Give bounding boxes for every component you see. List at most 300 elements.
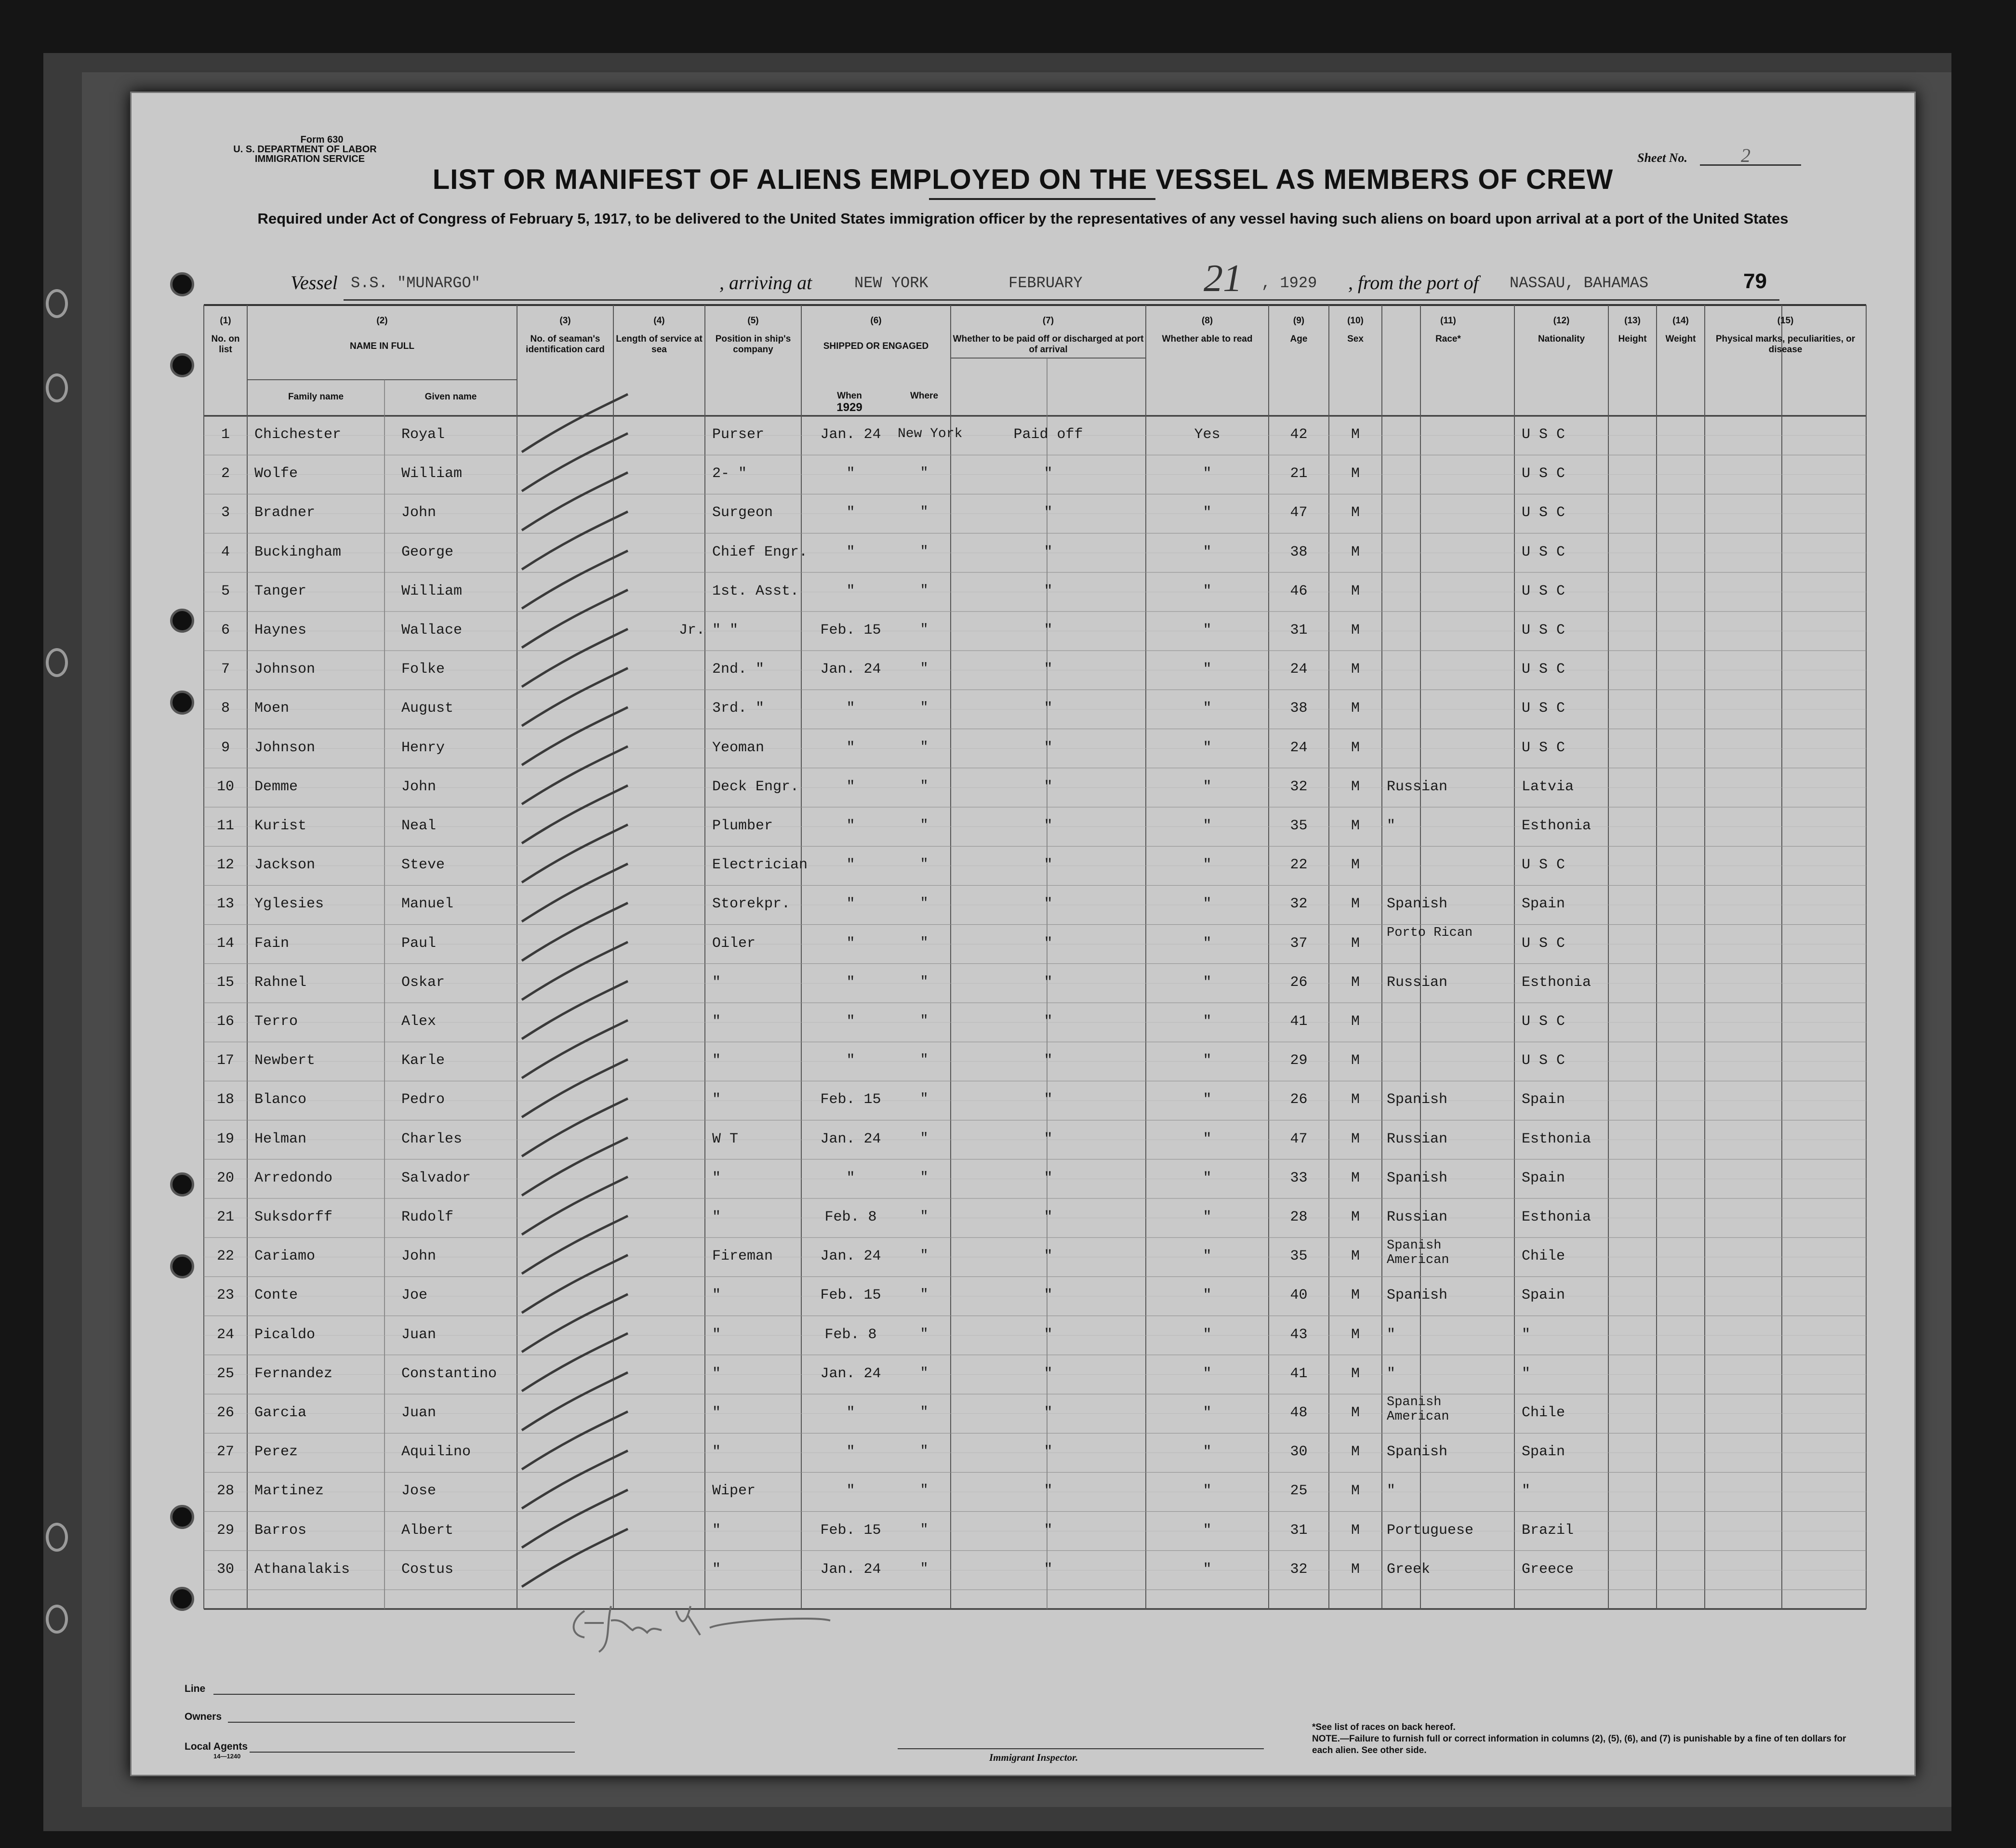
col-number-c3: (3)	[559, 316, 571, 326]
given-name: Joe	[401, 1287, 428, 1304]
nationality: Chile	[1522, 1248, 1565, 1265]
binder-ring	[46, 1523, 68, 1552]
sex: M	[1351, 1522, 1360, 1539]
age: 41	[1290, 1365, 1308, 1382]
sex: M	[1351, 896, 1360, 913]
shipped-where: "	[920, 1130, 928, 1146]
given-name: Manuel	[401, 896, 454, 913]
sex: M	[1351, 1013, 1360, 1030]
position: "	[712, 974, 721, 991]
nationality: Spain	[1522, 1287, 1565, 1304]
family-name: Terro	[254, 1013, 298, 1030]
paid-off: "	[1044, 661, 1053, 678]
position: 2nd. "	[712, 661, 765, 678]
row-number: 11	[216, 818, 234, 834]
col-number-c9: (9)	[1293, 316, 1305, 326]
paid-off: "	[1044, 505, 1053, 521]
col-header-c12: Nationality	[1538, 334, 1585, 344]
shipped-where: "	[920, 661, 928, 677]
paid-off: "	[1044, 1405, 1053, 1421]
shipped-where: "	[920, 505, 928, 520]
family-name: Blanco	[254, 1091, 307, 1108]
position: "	[712, 1522, 721, 1539]
race: "	[1387, 1326, 1396, 1343]
punch-hole	[170, 1172, 194, 1197]
row-number: 16	[216, 1013, 234, 1030]
row-number: 15	[216, 974, 234, 991]
shipped-where: "	[920, 1522, 928, 1537]
row-number: 8	[221, 700, 230, 717]
shipped-where: "	[920, 1326, 928, 1342]
able-to-read: "	[1203, 1483, 1212, 1500]
nationality: U S C	[1522, 661, 1565, 678]
sex: M	[1351, 1287, 1360, 1304]
age: 38	[1290, 700, 1308, 717]
row-number: 3	[221, 505, 230, 521]
paid-off: "	[1044, 1365, 1053, 1382]
sex: M	[1351, 426, 1360, 443]
given-name: Folke	[401, 661, 445, 678]
position: Deck Engr.	[712, 778, 799, 795]
given-name: Pedro	[401, 1091, 445, 1108]
row-number: 29	[216, 1522, 234, 1539]
punch-hole	[170, 353, 194, 377]
shipped-where: "	[920, 974, 928, 989]
age: 38	[1290, 544, 1308, 560]
row-number: 5	[221, 583, 230, 599]
col-header-c11: Race*	[1435, 334, 1461, 344]
able-to-read: "	[1203, 700, 1212, 717]
binder-ring	[46, 648, 68, 677]
family-name: Garcia	[254, 1405, 307, 1421]
col-number-c6: (6)	[870, 316, 882, 326]
row-number: 30	[216, 1561, 234, 1578]
able-to-read: "	[1203, 818, 1212, 834]
family-name: Conte	[254, 1287, 298, 1304]
family-name: Kurist	[254, 818, 307, 834]
sex: M	[1351, 1405, 1360, 1421]
paid-off: "	[1044, 1209, 1053, 1225]
shipped-where: "	[920, 818, 928, 833]
nationality: Esthonia	[1522, 818, 1592, 834]
sex: M	[1351, 700, 1360, 717]
line-underline	[213, 1694, 575, 1695]
family-name: Moen	[254, 700, 290, 717]
family-name: Martinez	[254, 1483, 324, 1500]
position: 3rd. "	[712, 700, 765, 717]
row-number: 19	[216, 1130, 234, 1147]
punch-hole	[170, 1505, 194, 1529]
position: "	[712, 1405, 721, 1421]
from-label: , from the port of	[1348, 272, 1479, 293]
row-number: 13	[216, 896, 234, 913]
paid-off: Paid off	[1013, 426, 1083, 443]
age: 26	[1290, 974, 1308, 991]
nationality: U S C	[1522, 700, 1565, 717]
able-to-read: "	[1203, 896, 1212, 913]
family-name: Barros	[254, 1522, 307, 1539]
given-name: Costus	[401, 1561, 454, 1578]
race: "	[1387, 1483, 1396, 1500]
shipped-where: "	[920, 857, 928, 872]
race: Spanish	[1387, 1444, 1448, 1461]
paid-off: "	[1044, 1444, 1053, 1461]
shipped-when: "	[846, 1483, 855, 1500]
age: 35	[1290, 818, 1308, 834]
able-to-read: "	[1203, 1248, 1212, 1265]
given-name: Oskar	[401, 974, 445, 991]
nationality: Latvia	[1522, 778, 1574, 795]
inspector-label: Immigrant Inspector.	[989, 1752, 1078, 1763]
shipped-where: "	[920, 778, 928, 794]
shipped-where: "	[920, 622, 928, 637]
row-number: 23	[216, 1287, 234, 1304]
year-value: , 1929	[1261, 274, 1317, 292]
row-number: 24	[216, 1326, 234, 1343]
position: "	[712, 1287, 721, 1304]
shipped-where: "	[920, 935, 928, 950]
race: Portuguese	[1387, 1522, 1474, 1539]
nationality: Greece	[1522, 1561, 1574, 1578]
position: Storekpr.	[712, 896, 791, 913]
month-value: FEBRUARY	[1008, 274, 1083, 292]
able-to-read: "	[1203, 1209, 1212, 1225]
sex: M	[1351, 857, 1360, 874]
punch-hole	[170, 1254, 194, 1278]
col-number-c7: (7)	[1042, 316, 1054, 326]
able-to-read: "	[1203, 1130, 1212, 1147]
shipped-when: Feb. 15	[820, 622, 881, 638]
paid-off: "	[1044, 700, 1053, 717]
race: Russian	[1387, 1209, 1448, 1225]
paid-off: "	[1044, 583, 1053, 599]
col-header-given: Given name	[424, 392, 477, 402]
given-name: George	[401, 544, 454, 560]
able-to-read: "	[1203, 1052, 1212, 1069]
given-name: Karle	[401, 1052, 445, 1069]
nationality: "	[1522, 1483, 1531, 1500]
shipped-where: "	[920, 1365, 928, 1381]
col-number-c8: (8)	[1201, 316, 1213, 326]
binder-ring	[46, 289, 68, 318]
sex: M	[1351, 739, 1360, 756]
shipped-where: "	[920, 700, 928, 716]
family-name: Buckingham	[254, 544, 342, 560]
owners-underline	[228, 1722, 575, 1723]
row-number: 18	[216, 1091, 234, 1108]
paid-off: "	[1044, 544, 1053, 560]
shipped-when: "	[846, 896, 855, 913]
age: 25	[1290, 1483, 1308, 1500]
row-number: 2	[221, 465, 230, 482]
shipped-when: Feb. 8	[824, 1326, 877, 1343]
age: 41	[1290, 1013, 1308, 1030]
line-label: Line	[185, 1683, 206, 1694]
row-number: 20	[216, 1170, 234, 1186]
race: Spanish American	[1387, 1238, 1449, 1268]
shipped-where: "	[920, 1248, 928, 1263]
paid-off: "	[1044, 974, 1053, 991]
shipped-when: "	[846, 1405, 855, 1421]
shipped-when: Feb. 15	[820, 1287, 881, 1304]
row-number: 6	[221, 622, 230, 638]
age: 32	[1290, 778, 1308, 795]
nationality: U S C	[1522, 739, 1565, 756]
position: Yeoman	[712, 739, 765, 756]
vessel-value: S.S. "MUNARGO"	[351, 274, 480, 292]
col-header-c13: Height	[1618, 334, 1647, 344]
age: 24	[1290, 739, 1308, 756]
age: 29	[1290, 1052, 1308, 1069]
age: 24	[1290, 661, 1308, 678]
family-name: Helman	[254, 1130, 307, 1147]
sex: M	[1351, 778, 1360, 795]
position: Oiler	[712, 935, 756, 952]
family-name: Haynes	[254, 622, 307, 638]
position: Chief Engr.	[712, 544, 808, 560]
position: "	[712, 1170, 721, 1186]
nationality: Chile	[1522, 1405, 1565, 1421]
age: 31	[1290, 1522, 1308, 1539]
age: 42	[1290, 426, 1308, 443]
col-header-c1: No. on list	[211, 334, 240, 355]
nationality: U S C	[1522, 1052, 1565, 1069]
able-to-read: Yes	[1194, 426, 1220, 443]
family-name: Johnson	[254, 739, 316, 756]
sex: M	[1351, 622, 1360, 638]
shipped-where: "	[920, 739, 928, 755]
able-to-read: "	[1203, 544, 1212, 560]
col-number-c5: (5)	[747, 316, 759, 326]
paid-off: "	[1044, 896, 1053, 913]
paid-off: "	[1044, 1091, 1053, 1108]
given-name: Neal	[401, 818, 437, 834]
col-number-c15: (15)	[1777, 316, 1794, 326]
given-name: Royal	[401, 426, 445, 443]
shipped-where: New York	[898, 426, 963, 441]
footnote-races: *See list of races on back hereof.	[1312, 1722, 1456, 1732]
paid-off: "	[1044, 1248, 1053, 1265]
col-header-c7: Whether to be paid off or discharged at port of arrival	[953, 334, 1144, 355]
col-number-c2: (2)	[376, 316, 388, 326]
age: 32	[1290, 896, 1308, 913]
family-name: Tanger	[254, 583, 307, 599]
nationality: U S C	[1522, 857, 1565, 874]
family-name: Perez	[254, 1444, 298, 1461]
family-name: Wolfe	[254, 465, 298, 482]
punch-hole	[170, 1587, 194, 1611]
page-title: LIST OR MANIFEST OF ALIENS EMPLOYED ON THE VESSEL AS MEMBERS OF CREW	[432, 164, 1614, 195]
shipped-when: "	[846, 974, 855, 991]
shipped-when: "	[846, 857, 855, 874]
family-name: Chichester	[254, 426, 342, 443]
vessel-underline	[344, 299, 1779, 301]
nationality: U S C	[1522, 426, 1565, 443]
age: 32	[1290, 1561, 1308, 1578]
nationality: Spain	[1522, 896, 1565, 913]
sex: M	[1351, 1091, 1360, 1108]
row-number: 1	[221, 426, 230, 443]
race: Russian	[1387, 1130, 1448, 1147]
shipped-when: "	[846, 1170, 855, 1186]
given-name: Jose	[401, 1483, 437, 1500]
sex: M	[1351, 1561, 1360, 1578]
col-header-c9: Age	[1290, 334, 1308, 344]
row-number: 12	[216, 857, 234, 874]
age: 31	[1290, 622, 1308, 638]
family-name: Picaldo	[254, 1326, 316, 1343]
family-name: Athanalakis	[254, 1561, 350, 1578]
age: 21	[1290, 465, 1308, 482]
shipped-where: "	[920, 1052, 928, 1068]
family-name: Fain	[254, 935, 290, 952]
family-name: Fernandez	[254, 1365, 333, 1382]
family-name: Johnson	[254, 661, 316, 678]
department: U. S. DEPARTMENT OF LABOR	[233, 144, 377, 155]
race: Spanish American	[1387, 1395, 1449, 1424]
page-number: 79	[1743, 269, 1767, 293]
position: Fireman	[712, 1248, 773, 1265]
vessel-line	[291, 257, 1881, 300]
given-name: Wallace	[401, 622, 463, 638]
paid-off: "	[1044, 857, 1053, 874]
shipped-where: "	[920, 1405, 928, 1420]
position: W T	[712, 1130, 739, 1147]
shipped-where: "	[920, 583, 928, 598]
paid-off: "	[1044, 1130, 1053, 1147]
paid-off: "	[1044, 818, 1053, 834]
race: Porto Rican	[1387, 925, 1473, 940]
paid-off: "	[1044, 1052, 1053, 1069]
nationality: Spain	[1522, 1170, 1565, 1186]
able-to-read: "	[1203, 1405, 1212, 1421]
position: "	[712, 1091, 721, 1108]
race: Russian	[1387, 778, 1448, 795]
from-value: NASSAU, BAHAMAS	[1510, 274, 1649, 292]
paid-off: "	[1044, 1561, 1053, 1578]
shipped-when: "	[846, 778, 855, 795]
age: 28	[1290, 1209, 1308, 1225]
position: Wiper	[712, 1483, 756, 1500]
shipped-where: "	[920, 544, 928, 559]
family-name: Suksdorff	[254, 1209, 333, 1225]
able-to-read: "	[1203, 857, 1212, 874]
sex: M	[1351, 1326, 1360, 1343]
shipped-where: "	[920, 1091, 928, 1107]
col-number-c10: (10)	[1347, 316, 1364, 326]
sheet-value: 2	[1741, 145, 1751, 166]
position: Plumber	[712, 818, 773, 834]
age: 40	[1290, 1287, 1308, 1304]
age: 26	[1290, 1091, 1308, 1108]
agents-underline	[250, 1752, 575, 1753]
shipped-where: "	[920, 896, 928, 911]
given-name: Charles	[401, 1130, 463, 1147]
able-to-read: "	[1203, 1365, 1212, 1382]
nationality: U S C	[1522, 935, 1565, 952]
col-header-c14: Weight	[1665, 334, 1696, 344]
nationality: Spain	[1522, 1444, 1565, 1461]
col-number-c12: (12)	[1553, 316, 1570, 326]
col-header-c5: Position in ship's company	[715, 334, 791, 355]
able-to-read: "	[1203, 778, 1212, 795]
paid-off: "	[1044, 465, 1053, 482]
inspector-underline	[898, 1748, 1264, 1749]
shipped-where: "	[920, 1287, 928, 1303]
row-number: 9	[221, 739, 230, 756]
able-to-read: "	[1203, 1013, 1212, 1030]
col-header-c3: No. of seaman's identification card	[526, 334, 605, 355]
shipped-when: "	[846, 935, 855, 952]
paid-off: "	[1044, 1287, 1053, 1304]
paid-off: "	[1044, 1483, 1053, 1500]
age: 43	[1290, 1326, 1308, 1343]
shipped-where: "	[920, 465, 928, 481]
given-name: John	[401, 778, 437, 795]
row-number: 10	[216, 778, 234, 795]
family-name: Yglesies	[254, 896, 324, 913]
shipped-where: "	[920, 1209, 928, 1224]
family-name: Cariamo	[254, 1248, 316, 1265]
manifest-page	[130, 92, 1916, 1776]
family-name: Jackson	[254, 857, 316, 874]
given-name: John	[401, 1248, 437, 1265]
inspector-signature	[565, 1585, 835, 1654]
age: 22	[1290, 857, 1308, 874]
position: "	[712, 1013, 721, 1030]
paid-off: "	[1044, 739, 1053, 756]
able-to-read: "	[1203, 622, 1212, 638]
vessel-label: Vessel	[291, 272, 338, 293]
age: 47	[1290, 505, 1308, 521]
given-name: William	[401, 583, 463, 599]
check-mark	[522, 394, 628, 452]
col-header-where: Where	[910, 391, 939, 401]
paid-off: "	[1044, 622, 1053, 638]
shipped-when: "	[846, 505, 855, 521]
binder-ring	[46, 373, 68, 402]
shipped-when: "	[846, 1013, 855, 1030]
age: 33	[1290, 1170, 1308, 1186]
nationality: U S C	[1522, 1013, 1565, 1030]
position: "	[712, 1052, 721, 1069]
nationality: U S C	[1522, 583, 1565, 599]
nationality: Spain	[1522, 1091, 1565, 1108]
race: Spanish	[1387, 1287, 1448, 1304]
col-header-family: Family name	[288, 392, 344, 402]
shipped-when: "	[846, 700, 855, 717]
race: Spanish	[1387, 1091, 1448, 1108]
able-to-read: "	[1203, 739, 1212, 756]
col-header-when-year: 1929	[836, 401, 862, 414]
shipped-when: Feb. 15	[820, 1091, 881, 1108]
shipped-when: "	[846, 544, 855, 560]
given-name: John	[401, 505, 437, 521]
shipped-when: Jan. 24	[820, 1561, 881, 1578]
paid-off: "	[1044, 778, 1053, 795]
sex: M	[1351, 505, 1360, 521]
given-name: Constantino	[401, 1365, 497, 1382]
page-subtitle: Required under Act of Congress of February 5, 1917, to be delivered to the United States immigration officer by the representatives of any vessel having such aliens on board upon arrival at a port of the United States	[257, 210, 1789, 227]
paid-off: "	[1044, 1522, 1053, 1539]
given-name: Steve	[401, 857, 445, 874]
sex: M	[1351, 1170, 1360, 1186]
shipped-when: "	[846, 583, 855, 599]
col-header-c2: NAME IN FULL	[349, 341, 415, 351]
nationality: Esthonia	[1522, 1130, 1592, 1147]
day-value: 21	[1204, 257, 1242, 300]
race: Spanish	[1387, 1170, 1448, 1186]
